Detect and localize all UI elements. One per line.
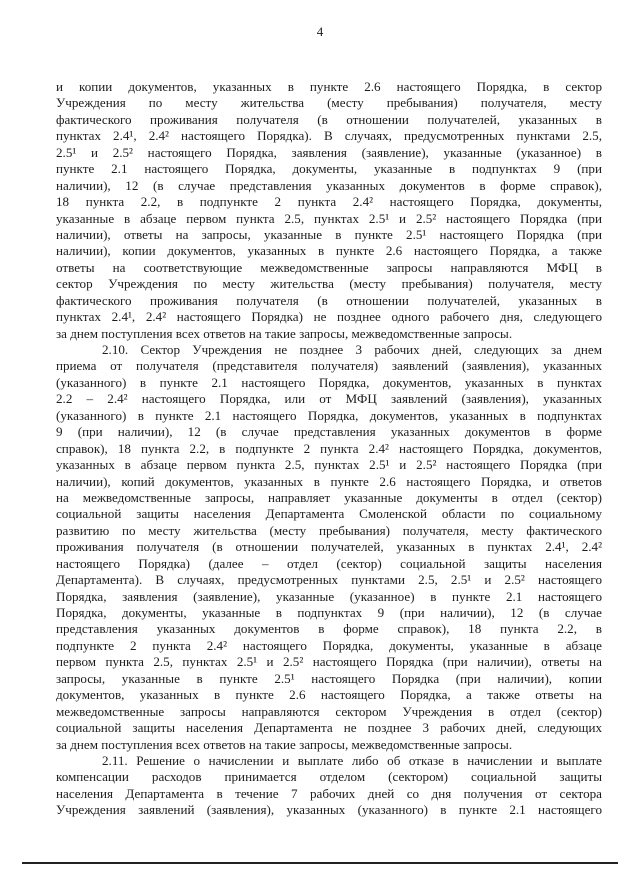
text-line: указанные в абзаце первом пункта 2.5, пунктах 2.5¹ и 2.5² настоящего Порядка (при (56, 210, 602, 226)
text-line: за днем поступления всех ответов на такие запросы, межведомственные запросы. (56, 736, 513, 752)
document-body-text (56, 79, 602, 819)
text-line: межведомственные запросы направляются сектором Учреждения в отдел (сектор) (56, 703, 602, 719)
footer-rule (22, 862, 618, 864)
text-line: представления указанных документов в форме справок), 18 пункта 2.2, в (56, 621, 602, 637)
text-line: документов, указанных в пункте 2.6 настоящего Порядка, а также ответы на (56, 687, 602, 703)
text-line: 2.5¹ и 2.5² настоящего Порядка, заявления (заявление), указанные (указанное) в (56, 144, 602, 160)
text-line: настоящего Порядка) (далее – отдел (сектор) социальной защиты населения (56, 555, 602, 571)
text-line: 2.2 – 2.4² настоящего Порядка, или от МФЦ заявлений (заявления), указанных (56, 391, 602, 407)
text-line: наличии), копии документов, указанных в пункте 2.6 настоящего Порядка, а также (56, 243, 602, 259)
text-line: справок), 18 пункта 2.2, в подпункте 2 пункта 2.4² настоящего Порядка, документов, (56, 440, 602, 456)
text-line: за днем поступления всех ответов на такие запросы, межведомственные запросы. (56, 325, 513, 341)
text-line: фактического проживания получателя (в отношении получателей, указанных в (56, 292, 602, 308)
text-line: социальной защиты населения Департамента не позднее 3 рабочих дней, следующих (56, 720, 602, 736)
text-line: и копии документов, указанных в пункте 2.6 настоящего Порядка, в сектор (56, 79, 602, 94)
text-line: Учреждения по месту жительства (месту пребывания) получателя, месту (56, 95, 602, 111)
text-line: Учреждения заявлений (заявления), указанных (указанного) в пункте 2.1 настоящего (56, 802, 602, 818)
text-line: фактического проживания получателя (в отношении получателей, указанных в (56, 111, 602, 127)
text-line: 2.10. Сектор Учреждения не позднее 3 рабочих дней, следующих за днем (102, 342, 602, 357)
text-line: первом пункта 2.5, пунктах 2.5¹ и 2.5² настоящего Порядка (при наличии), ответы на (56, 654, 602, 670)
text-line: Порядка, заявления (заявление), указанные (указанное) в пункте 2.1 настоящего (56, 588, 602, 604)
text-line: пункте 2.1 настоящего Порядка, документы, указанные в подпунктах 9 (при (56, 161, 602, 177)
text-line: Департамента). В случаях, предусмотренных пунктами 2.5, 2.5¹ и 2.5² настоящего (56, 572, 602, 588)
text-line: наличии), ответы на запросы, указанные в пункте 2.5¹ настоящего Порядка (при (56, 226, 602, 242)
text-line: ответы на соответствующие межведомственные запросы направляются МФЦ в (56, 259, 602, 275)
page-number: 4 (316, 24, 324, 39)
text-line: запросы, указанные в пункте 2.5¹ настоящего Порядка (при наличии), копии (56, 670, 602, 686)
text-line: указанных в абзаце первом пункта 2.5, пунктах 2.5¹ и 2.5² настоящего Порядка (при (56, 457, 602, 473)
text-line: компенсации расходов принимается отделом (сектором) социальной защиты (56, 769, 602, 785)
text-line: приема от получателя (представителя получателя) заявлений (заявления), указанных (56, 358, 602, 374)
text-line: наличии), копий документов, указанных в пункте 2.6 настоящего Порядка, и ответов (56, 473, 602, 489)
text-line: наличии), 12 (в случае представления указанных документов в форме справок), (56, 177, 602, 193)
text-line: пунктах 2.4¹, 2.4² настоящего Порядка). В случаях, предусмотренных пунктами 2.5, (56, 128, 602, 144)
text-line: проживания получателя (в отношении получателей, указанных в пунктах 2.4¹, 2.4² (56, 539, 602, 555)
text-line: населения Департамента в течение 7 рабочих дней со дня получения от сектора (56, 785, 602, 801)
text-line: подпункте 2 пункта 2.4² настоящего Порядка, документы, указанные в абзаце (56, 637, 602, 653)
text-line: развитию по месту жительства (месту пребывания) получателя, месту фактического (56, 522, 602, 538)
text-line: (указанного) в пункте 2.1 настоящего Порядка, документов, указанных в пунктах (56, 374, 602, 390)
text-line: на межведомственные запросы, направляет указанные документы в отдел (сектор) (56, 489, 602, 505)
text-line: 2.11. Решение о начислении и выплате либо об отказе в начислении и выплате (102, 752, 602, 768)
text-line: пунктах 2.4¹, 2.4² настоящего Порядка) не позднее одного рабочего дня, следующего (56, 309, 602, 325)
text-line: 9 (при наличии), 12 (в случае представления указанных документов в форме (56, 424, 602, 440)
text-line: 18 пункта 2.2, в подпункте 2 пункта 2.4² настоящего Порядка, документы, (56, 194, 602, 210)
text-line: Порядка, документы, указанные в подпунктах 9 (при наличии), 12 (в случае (56, 605, 602, 620)
text-line: (указанного) в пункте 2.1 настоящего Порядка, документов, указанных в подпунктах (56, 407, 602, 423)
text-line: сектор Учреждения по месту жительства (месту пребывания) получателя, месту (56, 276, 602, 292)
text-line: социальной защиты населения Департамента Смоленской области по социальному (56, 506, 602, 522)
